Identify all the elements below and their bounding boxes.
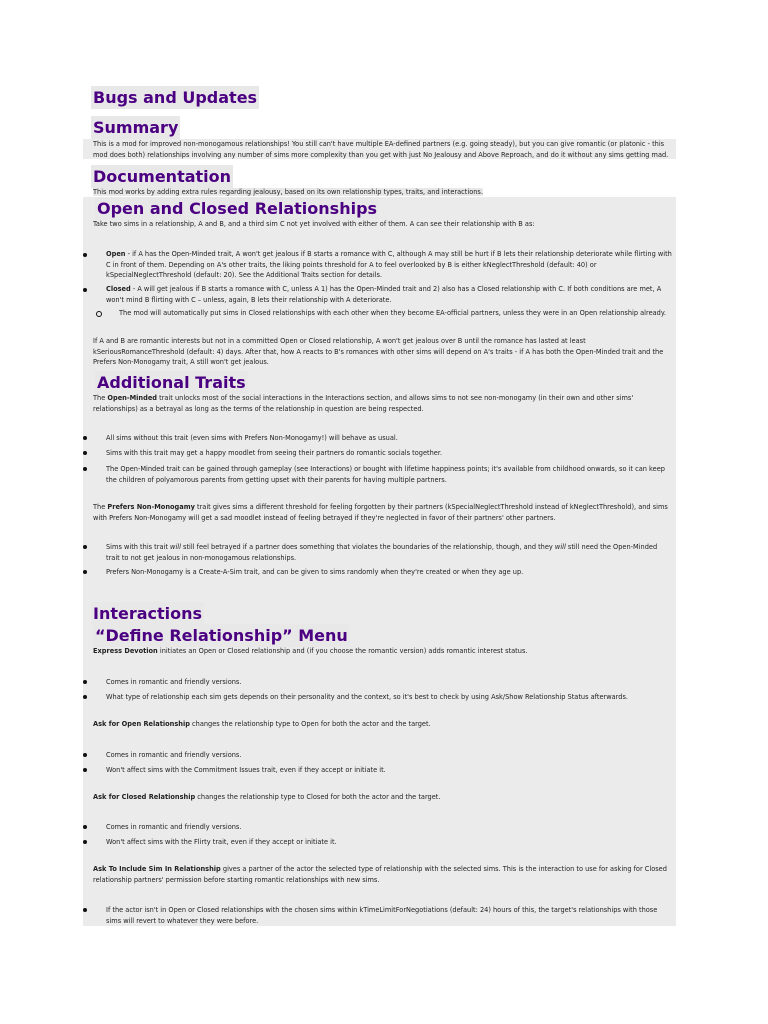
bullet-dot: [83, 253, 87, 257]
express-bold: Express Devotion: [93, 647, 158, 655]
include-paragraph: [93, 864, 673, 885]
bullet-dot: [83, 908, 87, 912]
pnm-b1-will2: will: [554, 543, 566, 551]
summary-text: This is a mod for improved non-monogamous relationships! You still can't have multiple EA-defined partners (e.g. going steady), but you can give romantic (or platonic - this mod does both) relationships involving any number of sims more complexity than you get with just No Jealousy and Above Reproach, and do it without any sims getting mad.: [93, 140, 669, 159]
open-closed-intro: [93, 219, 673, 230]
bullet-dot: [83, 753, 87, 757]
open-rel-text: changes the relationship type to Open for both the actor and the target.: [189, 720, 431, 728]
open-text: - if A has the Open-Minded trait, A won't get jealous if B starts a romance with C, although A may still be hurt if B lets their relationship deteriorate while flirting with C in front of them. Depending on A's other traits, the liking points threshold for A to feel overlooked by B is either kNeglectThreshold (default: 40) or kSpecialNeglectThreshold (default: 20). See the Additional Traits section for details.: [106, 250, 672, 279]
express-bullet-1: [106, 677, 672, 688]
heading-define-menu: [93, 626, 350, 645]
open-rel-b1-text: Comes in romantic and friendly versions.: [106, 751, 242, 759]
summary-paragraph: [93, 139, 673, 160]
pnm-b1-b: still feel betrayed if a partner does something that violates the boundaries of the relationship, though, and they: [180, 543, 555, 551]
closed-rel-b1-text: Comes in romantic and friendly versions.: [106, 823, 242, 831]
bullet-dot: [83, 467, 87, 471]
bullet-dot: [83, 825, 87, 829]
include-text: gives a partner of the actor the selected type of relationship with the selected sims. This is the interaction to use for asking for Closed relationship partners' permission before starting romantic relationships with new sims.: [93, 865, 667, 884]
open-label: Open: [106, 250, 126, 258]
include-bullet-1: [106, 905, 672, 926]
heading-text: Open and Closed Relationships: [97, 199, 378, 218]
traits-bullet-1-text: All sims without this trait (even sims with Prefers Non-Monogamy!) will behave as usual.: [106, 434, 398, 442]
traits-bullet-1: [106, 433, 672, 444]
heading-text: Summary: [93, 118, 179, 137]
heading-bugs-and-updates: [91, 88, 259, 107]
traits-bullet-2-text: Sims with this trait may get a happy moodlet from seeing their partners do romantic socials together.: [106, 449, 443, 457]
heading-documentation: [91, 167, 233, 186]
pnm-pre: The: [93, 503, 108, 511]
bullet-dot: [83, 436, 87, 440]
pnm-paragraph: [93, 502, 673, 523]
open-rel-b2-text: Won't affect sims with the Commitment Issues trait, even if they accept or initiate it.: [106, 766, 386, 774]
closed-rel-b2-text: Won't affect sims with the Flirty trait, even if they accept or initiate it.: [106, 838, 337, 846]
open-closed-note: [93, 336, 673, 368]
hollow-bullet: [96, 311, 102, 317]
traits-bullet-3-text: The Open-Minded trait can be gained through gameplay (see Interactions) or bought with lifetime happiness points; it's available from childhood onwards, so it can keep the children of polyamorous parents from getting upset with their parents for having multiple partners.: [106, 465, 665, 484]
closed-text: - A will get jealous if B starts a romance with C, unless A 1) has the Open-Minded trait and 2) also has a Closed relationship with C. If both conditions are met, A won't mind B flirting with C – unless, again, B lets their relationship with A deteriorate.: [106, 285, 662, 304]
heading-interactions: [91, 604, 204, 623]
heading-summary: [91, 118, 180, 137]
closed-rel-text: changes the relationship type to Closed for both the actor and the target.: [195, 793, 441, 801]
sub-bullet-text: The mod will automatically put sims in Closed relationships with each other when they become EA-official partners, unless they were in an Open relationship already.: [119, 309, 666, 317]
closed-rel-bold: Ask for Closed Relationship: [93, 793, 196, 801]
open-bullet: [106, 249, 672, 281]
pnm-b1-a: Sims with this trait: [106, 543, 171, 551]
closed-bullet: [106, 284, 672, 305]
express-paragraph: [93, 646, 673, 657]
bullet-dot: [83, 840, 87, 844]
heading-text: Interactions: [93, 604, 203, 623]
heading-text: Documentation: [93, 167, 232, 186]
heading-text: Additional Traits: [97, 373, 246, 392]
express-text: initiates an Open or Closed relationship and (if you choose the romantic version) adds romantic interest status.: [157, 647, 528, 655]
pnm-b1-will: will: [170, 543, 181, 551]
bullet-dot: [83, 545, 87, 549]
heading-text: Bugs and Updates: [93, 88, 258, 107]
traits-intro-pre: The: [93, 394, 108, 402]
express-b2-text: What type of relationship each sim gets depends on their personality and the context, so it's best to check by using Ask/Show Relationship Status afterwards.: [106, 693, 628, 701]
traits-intro: [93, 393, 673, 414]
bullet-dot: [83, 680, 87, 684]
bullet-dot: [83, 570, 87, 574]
bullet-dot: [83, 695, 87, 699]
open-rel-bullet-1: [106, 750, 672, 761]
closed-rel-bullet-1: [106, 822, 672, 833]
pnm-bullet-1: [106, 542, 672, 563]
traits-bullet-2: [106, 448, 672, 459]
bullet-dot: [83, 451, 87, 455]
sub-bullet: [119, 308, 672, 319]
documentation-paragraph: [93, 187, 673, 198]
open-rel-bold: Ask for Open Relationship: [93, 720, 190, 728]
express-b1-text: Comes in romantic and friendly versions.: [106, 678, 242, 686]
include-bold: Ask To Include Sim In Relationship: [93, 865, 221, 873]
bullet-dot: [83, 768, 87, 772]
heading-text: “Define Relationship” Menu: [95, 626, 348, 645]
bullet-dot: [83, 288, 87, 292]
closed-rel-bullet-2: [106, 837, 672, 848]
pnm-b1-c: still need the Open-Minded trait to not get jealous in non-monogamous relationships.: [106, 543, 658, 562]
pnm-bold: Prefers Non-Monogamy: [107, 503, 195, 511]
heading-additional-traits: [95, 373, 248, 392]
traits-bullet-3: [106, 464, 672, 485]
pnm-b2-text: Prefers Non-Monogamy is a Create-A-Sim trait, and can be given to sims randomly when they're created or when they age up.: [106, 568, 524, 576]
include-b1-text: If the actor isn't in Open or Closed relationships with the chosen sims within kTimeLimitForNegotiations (default: 24) hours of this, the target's relationships with those sims will revert to whatever they were before.: [106, 906, 658, 925]
express-bullet-2: [106, 692, 672, 703]
traits-intro-post: trait unlocks most of the social interactions in the Interactions section, and allows sims to not see non-monogamy (in their own and other sims' relationships) as a betrayal as long as the terms of the relationship in question are being respected.: [93, 394, 634, 413]
documentation-text: This mod works by adding extra rules regarding jealousy, based on its own relationship types, traits, and interactions.: [93, 188, 483, 196]
open-rel-paragraph: [93, 719, 673, 730]
open-rel-bullet-2: [106, 765, 672, 776]
pnm-post: trait gives sims a different threshold for feeling forgotten by their partners (kSpecialNeglectThreshold instead of kNeglectThreshold), and sims with Prefers Non-Monogamy will get a sad moodlet instead of feeling betrayed if they're neglected in favor of their partners' other partners.: [93, 503, 668, 522]
closed-label: Closed: [106, 285, 131, 293]
closed-rel-paragraph: [93, 792, 673, 803]
open-closed-intro-text: Take two sims in a relationship, A and B, and a third sim C not yet involved with either of them. A can see their relationship with B as:: [93, 220, 535, 228]
traits-intro-bold: Open-Minded: [107, 394, 158, 402]
heading-open-closed: [95, 199, 379, 218]
pnm-bullet-2: [106, 567, 672, 578]
open-closed-note-text: If A and B are romantic interests but not in a committed Open or Closed relationship, A won't get jealous over B until the romance has lasted at least kSeriousRomanceThreshold (default: 4) days. After that, how A reacts to B's romances with other sims will depend on A's traits - if A has both the Open-Minded trait and the Prefers Non-Monogamy trait, A still won't get jealous.: [93, 337, 664, 366]
